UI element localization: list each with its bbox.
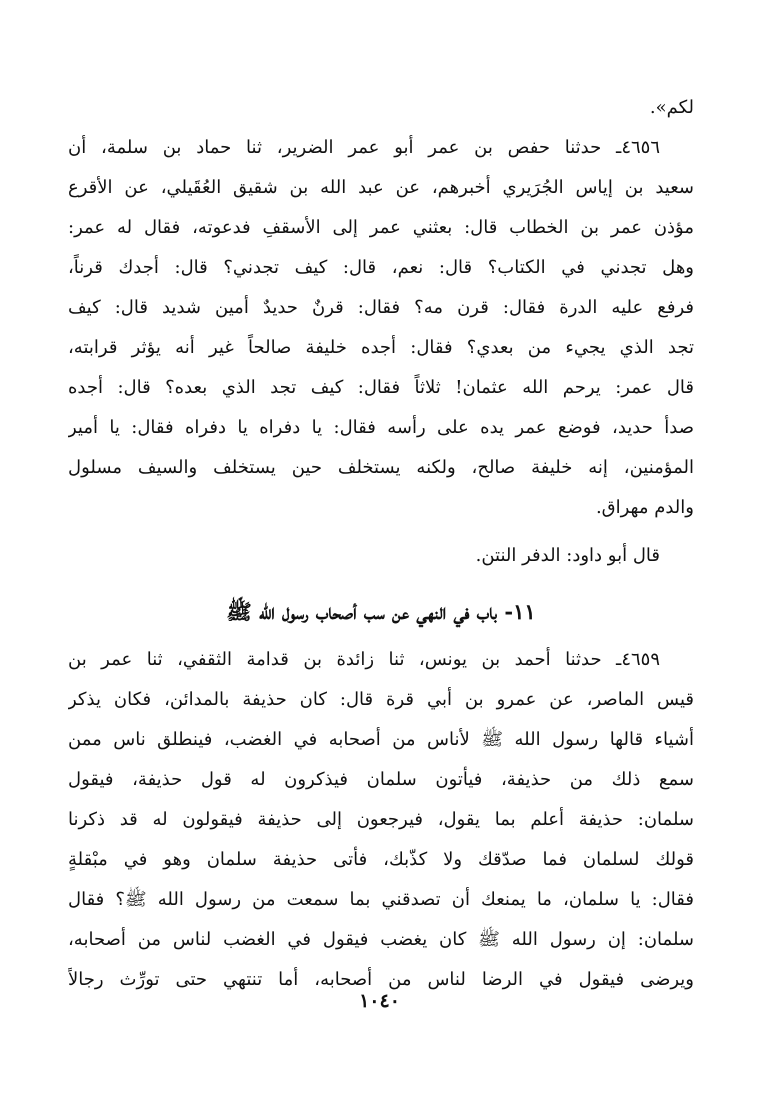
text-line: تجد الذي يجيء من بعدي؟ فقال: أجده خليفة صالحاً غير أنه يؤثر قرابته، <box>68 337 694 358</box>
text-line: قولك لسلمان فما صدّقك ولا كذّبك، فأتى حذيفة سلمان وهو في مبْقلةٍ <box>68 849 694 870</box>
text-line: فرفع عليه الدرة فقال: قرن مه؟ فقال: قرنٌ حديدٌ أمين شديد قال: كيف <box>68 297 694 318</box>
hadith-4656-block <box>68 88 694 528</box>
chapter-heading: ١١- باب في النهي عن سب أصحاب رسول الله ﷺ <box>226 599 536 624</box>
text-line: ٤٦٥٩ـ حدثنا أحمد بن يونس، ثنا زائدة بن قدامة الثقفي، ثنا عمر بن <box>68 649 660 670</box>
text-line: سعيد بن إياس الجُرَيري أخبرهم، عن عبد الله بن شقيق العُقَيلي، عن الأقرع <box>68 177 694 198</box>
text-line: والدم مهراق. <box>595 497 694 518</box>
text-line: قال عمر: يرحم الله عثمان! ثلاثاً فقال: كيف تجد الذي بعده؟ قال: أجده <box>68 377 694 398</box>
page-number: ١٠٤٠ <box>359 990 400 1012</box>
text-line: مؤذن عمر بن الخطاب قال: بعثني عمر إلى الأسقفِ فدعوته، فقال له عمر: <box>68 217 694 238</box>
text-line: المؤمنين، إنه خليفة صالح، ولكنه يستخلف حين يستخلف والسيف مسلول <box>68 457 694 478</box>
hadith-4659-block <box>68 640 694 1000</box>
text-line: أشياء قالها رسول الله ﷺ لأناس من أصحابه في الغضب، فينطلق ناس ممن <box>68 729 694 750</box>
text-line: صدأ حديد، فوضع عمر يده على رأسه فقال: يا دفراه يا دفراه فقال: يا أمير <box>68 417 694 438</box>
text-line: سمع ذلك من حذيفة، فيأتون سلمان فيذكرون له قول حذيفة، فيقول <box>68 769 694 790</box>
text-line: وهل تجدني في الكتاب؟ قال: نعم، قال: كيف تجدني؟ قال: أجدك قرناً، <box>68 257 694 278</box>
text-line: فقال: يا سلمان، ما يمنعك أن تصدقني بما سمعت من رسول الله ﷺ؟ فقال <box>68 889 694 910</box>
abu-dawud-note: قال أبو داود: الدفر النتن. <box>475 545 660 566</box>
document-page <box>68 88 694 1000</box>
text-line: لكم». <box>649 97 694 118</box>
text-line: سلمان: إن رسول الله ﷺ كان يغضب فيقول في الغضب لناس من أصحابه، <box>68 929 694 950</box>
text-line: ٤٦٥٦ـ حدثنا حفص بن عمر أبو عمر الضرير، ثنا حماد بن سلمة، أن <box>68 137 660 158</box>
text-line: قيس الماصر، عن عمرو بن أبي قرة قال: كان حذيفة بالمدائن، فكان يذكر <box>68 689 694 710</box>
text-line: سلمان: حذيفة أعلم بما يقول، فيرجعون إلى حذيفة فيقولون له قد ذكرنا <box>68 809 694 830</box>
text-line: ويرضى فيقول في الرضا لناس من أصحابه، أما تنتهي حتى تورِّث رجالاً <box>68 969 694 990</box>
